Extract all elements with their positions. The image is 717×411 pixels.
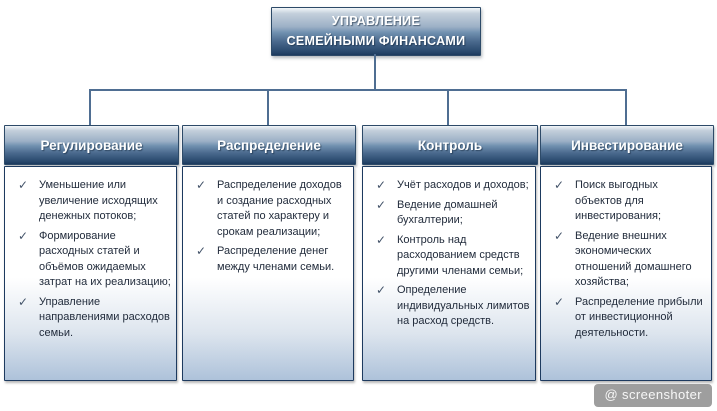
list-item-text: Уменьшение или увеличение исходящих денежных потоков;: [39, 179, 158, 222]
list-item-text: Ведение домашней бухгалтерии;: [397, 198, 498, 226]
check-icon: ✓: [18, 178, 29, 192]
list-item-text: Определение индивидуальных лимитов на расход средств.: [397, 284, 530, 327]
check-icon: ✓: [554, 228, 565, 243]
list-item: [13, 295, 172, 342]
check-icon: ✓: [554, 294, 565, 309]
list-item: [549, 295, 707, 342]
check-icon: ✓: [376, 283, 387, 297]
list-item: [549, 178, 707, 225]
list-item: [13, 178, 172, 225]
list-item: [371, 198, 531, 229]
section-body-regulation: [4, 166, 177, 381]
list-item: [371, 283, 531, 330]
section-title: Инвестирование: [571, 137, 683, 153]
connector-drop-investment: [625, 89, 627, 126]
list-item-text: Распределение доходов и создание расходных статей по характеру и срокам реализации;: [217, 179, 342, 238]
section-body-distribution: [182, 166, 354, 381]
list-item: [13, 229, 172, 291]
section-header-investment: [540, 125, 714, 165]
list-item: [371, 233, 531, 280]
bullet-list: [363, 167, 535, 330]
list-item-text: Распределение денег между членами семьи.: [217, 245, 335, 273]
root-node-family-finance-management: [271, 7, 481, 56]
section-title: Регулирование: [40, 137, 143, 153]
section-header-control: [362, 125, 538, 165]
check-icon: ✓: [376, 197, 387, 212]
list-item-text: Распределение прибыли от инвестиционной деятельности.: [575, 295, 703, 339]
bullet-list: [183, 167, 353, 275]
section-header-regulation: [4, 125, 179, 165]
section-title: Контроль: [417, 137, 483, 153]
section-title: Распределение: [217, 137, 321, 153]
list-item: [191, 244, 349, 275]
check-icon: ✓: [376, 178, 387, 192]
root-title-line-1: УПРАВЛЕНИЕ: [331, 14, 421, 29]
connector-drop-regulation: [89, 89, 91, 126]
list-item: [191, 178, 349, 240]
screenshoter-watermark: @ screenshoter: [594, 384, 712, 407]
list-item: [371, 178, 531, 194]
connector-root-stem: [374, 54, 376, 90]
root-title-line-2: СЕМЕЙНЫМИ ФИНАНСАМИ: [286, 33, 466, 48]
bullet-list: [5, 167, 176, 341]
check-icon: ✓: [196, 244, 207, 258]
check-icon: ✓: [18, 294, 29, 309]
list-item-text: Поиск выгодных объектов для инвестирования;: [575, 179, 662, 222]
check-icon: ✓: [18, 228, 29, 243]
check-icon: ✓: [376, 232, 387, 247]
list-item-text: Ведение внешних экономических отношений домашнего хозяйства;: [575, 229, 692, 288]
list-item-text: Формирование расходных статей и объёмов ожидаемых затрат на их реализацию;: [39, 229, 171, 288]
section-header-distribution: [182, 125, 356, 165]
list-item-text: Контроль над расходованием средств другими членами семьи;: [397, 233, 524, 277]
section-body-control: [362, 166, 536, 381]
connector-drop-control: [447, 89, 449, 126]
list-item-text: Учёт расходов и доходов;: [397, 179, 529, 191]
list-item: [549, 229, 707, 291]
connector-drop-distribution: [267, 89, 269, 126]
check-icon: ✓: [196, 178, 207, 192]
check-icon: ✓: [554, 178, 565, 192]
section-body-investment: [540, 166, 712, 381]
list-item-text: Управление направлениями расходов семьи.: [39, 295, 170, 339]
bullet-list: [541, 167, 711, 341]
connector-horizontal-bus: [89, 89, 627, 91]
